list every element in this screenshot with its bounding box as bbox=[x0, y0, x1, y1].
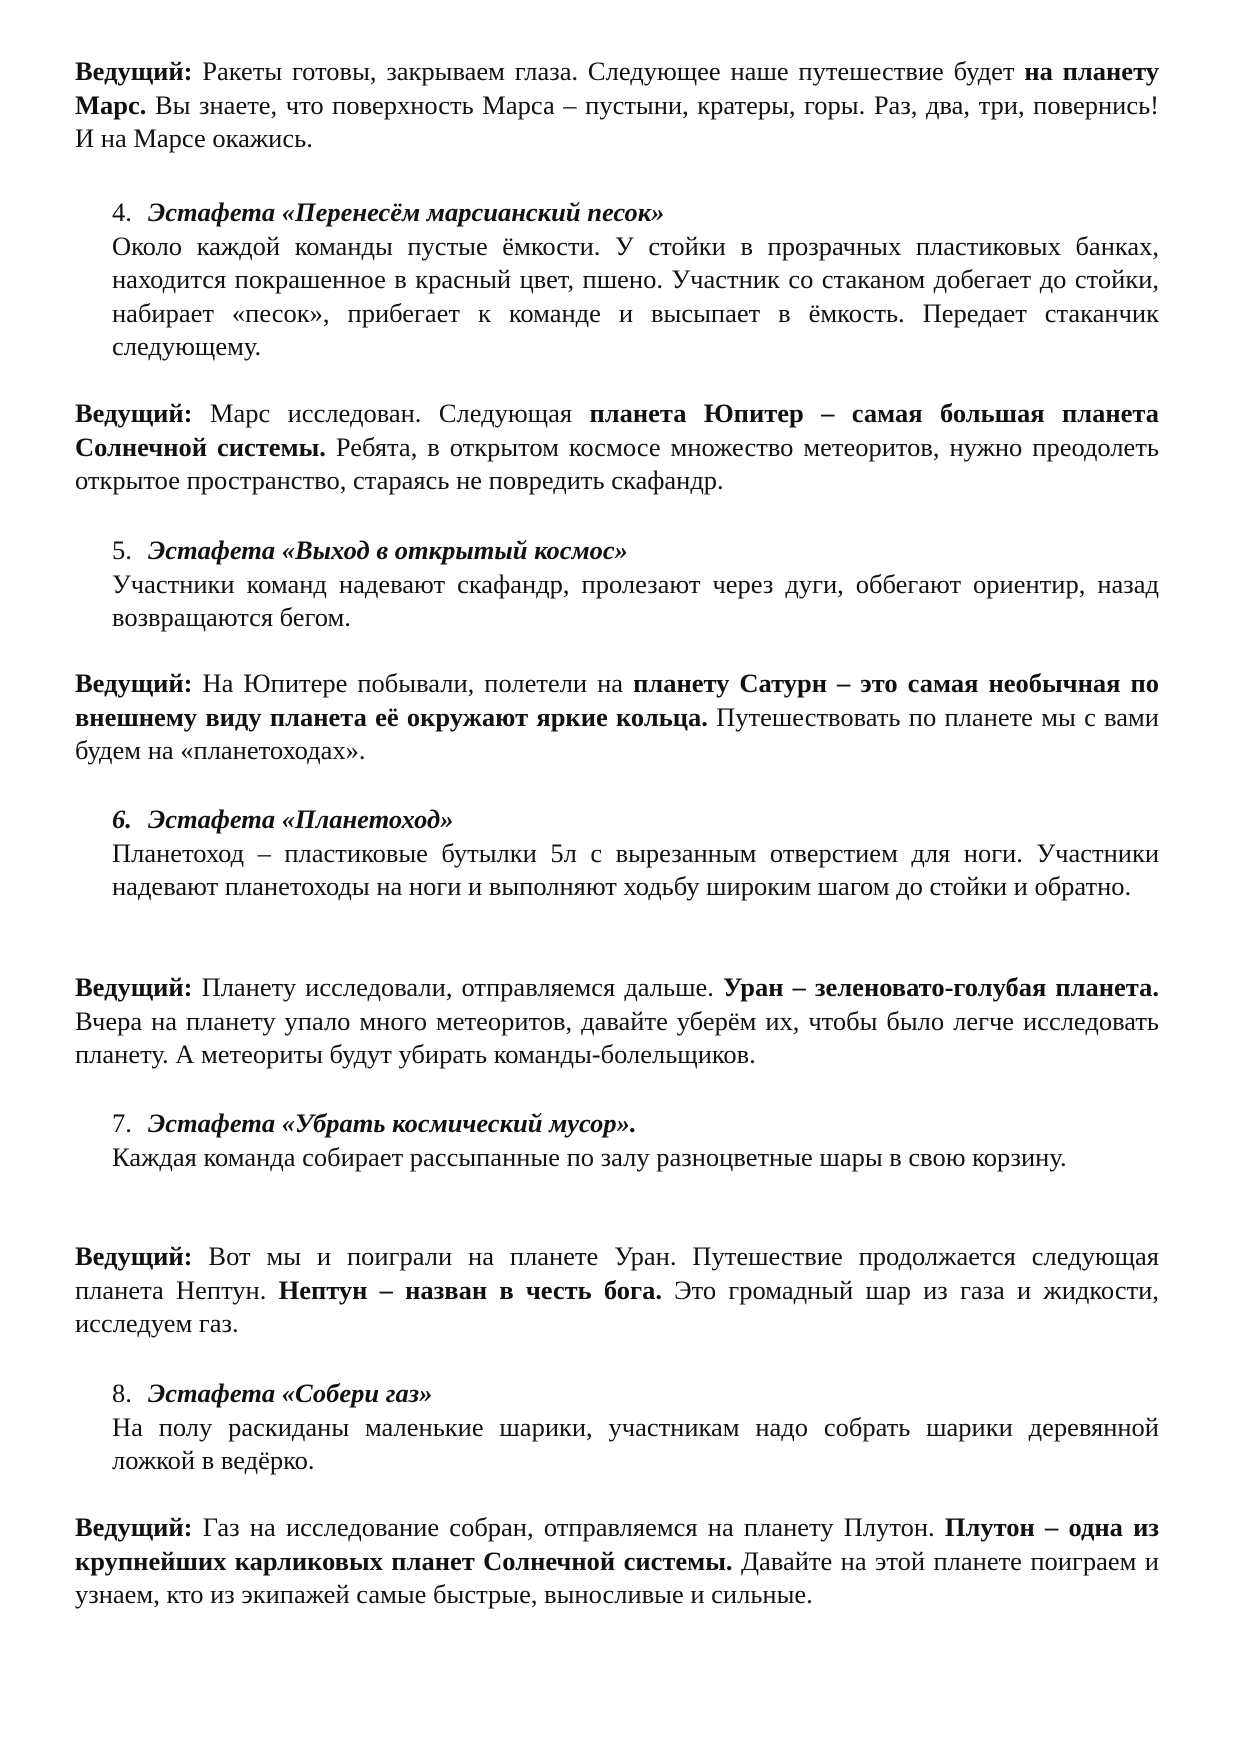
paragraph-bold: планета Юпитер – самая большая планета Солнечной системы. bbox=[75, 398, 1160, 462]
paragraph-bold: на планету Марс. bbox=[75, 56, 1159, 120]
host-paragraph bbox=[75, 397, 1159, 498]
host-paragraph bbox=[75, 971, 1159, 1072]
paragraph-text: Ракеты готовы, закрываем глаза. Следующее наше путешествие будет bbox=[202, 56, 1025, 86]
host-label: Ведущий: bbox=[75, 1512, 193, 1542]
relay-number: 8. bbox=[112, 1378, 132, 1408]
paragraph-text: На Юпитере побывали, полетели на bbox=[202, 668, 634, 698]
host-label: Ведущий: bbox=[75, 668, 193, 698]
paragraph-text: Вот мы и поиграли на планете Уран. Путешествие продолжается следующая планета Нептун. bbox=[75, 1241, 1159, 1305]
paragraph-text: Газ на исследование собран, отправляемся на планету Плутон. bbox=[202, 1512, 945, 1542]
host-label: Ведущий: bbox=[75, 972, 193, 1002]
relay-section bbox=[112, 803, 1159, 904]
relay-number: 5. bbox=[112, 535, 132, 565]
paragraph-bold: Плутон – одна из крупнейших карликовых планет Солнечной системы. bbox=[75, 1512, 1159, 1576]
relay-title bbox=[112, 534, 1159, 568]
host-label: Ведущий: bbox=[75, 398, 193, 428]
relay-body: Каждая команда собирает рассыпанные по залу разноцветные шары в свою корзину. bbox=[112, 1141, 1067, 1172]
relay-section bbox=[112, 1107, 1159, 1174]
relay-section bbox=[112, 534, 1159, 635]
relay-title-text: Эстафета «Планетоход» bbox=[148, 804, 454, 834]
paragraph-bold: Нептун – назван в честь бога. bbox=[278, 1274, 662, 1305]
host-paragraph bbox=[75, 667, 1159, 768]
paragraph-text: Вы знаете, что поверхность Марса – пустыни, кратеры, горы. Раз, два, три, повернись! И на Марсе окажись. bbox=[75, 89, 1159, 153]
relay-title-text: Эстафета «Убрать космический мусор». bbox=[148, 1108, 637, 1138]
relay-title bbox=[112, 1377, 1159, 1411]
paragraph-bold: планету Сатурн – это самая необычная по внешнему виду планета её окружают яркие кольца. bbox=[75, 668, 1160, 732]
paragraph-text: Это громадный шар из газа и жидкости, исследуем газ. bbox=[75, 1274, 1159, 1338]
paragraph-text: Давайте на этой планете поиграем и узнаем, кто из экипажей самые быстрые, выносливые и сильные. bbox=[75, 1545, 1159, 1609]
relay-title bbox=[112, 1107, 1159, 1141]
relay-body: Участники команд надевают скафандр, пролезают через дуги, оббегают ориентир, назад возвращаются бегом. bbox=[112, 568, 1159, 632]
relay-body: На полу раскиданы маленькие шарики, участникам надо собрать шарики деревянной ложкой в ведёрко. bbox=[112, 1411, 1159, 1475]
paragraph-text: Путешествовать по планете мы с вами будем на «планетоходах». bbox=[75, 701, 1159, 765]
paragraph-text: Марс исследован. Следующая bbox=[209, 398, 590, 428]
paragraph-bold: Уран – зеленовато-голубая планета. bbox=[722, 972, 1160, 1002]
host-label: Ведущий: bbox=[75, 1241, 193, 1271]
host-label: Ведущий: bbox=[75, 56, 193, 86]
host-paragraph bbox=[75, 1511, 1159, 1612]
relay-section bbox=[112, 1377, 1159, 1478]
relay-title bbox=[112, 803, 1159, 837]
relay-number: 4. bbox=[112, 197, 132, 227]
host-paragraph bbox=[75, 1240, 1159, 1341]
relay-number: 7. bbox=[112, 1108, 132, 1138]
relay-body: Планетоход – пластиковые бутылки 5л с вырезанным отверстием для ноги. Участники надевают планетоходы на ноги и выполняют ходьбу широким шагом до стойки и обратно. bbox=[112, 837, 1159, 901]
relay-section bbox=[112, 196, 1159, 364]
paragraph-text: Ребята, в открытом космосе множество метеоритов, нужно преодолеть открытое пространство, стараясь не повредить скафандр. bbox=[75, 431, 1159, 495]
host-paragraph bbox=[75, 55, 1159, 156]
relay-body: Около каждой команды пустые ёмкости. У стойки в прозрачных пластиковых банках, находится покрашенное в красный цвет, пшено. Участник со стаканом добегает до стойки, набирает «песок», прибегает к команде и высыпает в ёмкость. Передает стаканчик следующему. bbox=[112, 230, 1159, 361]
relay-number: 6. bbox=[112, 804, 132, 834]
paragraph-text: Планету исследовали, отправляемся дальше. bbox=[201, 972, 723, 1002]
relay-title-text: Эстафета «Собери газ» bbox=[148, 1378, 433, 1408]
relay-title-text: Эстафета «Перенесём марсианский песок» bbox=[148, 197, 665, 227]
relay-title bbox=[112, 196, 1159, 230]
relay-title-text: Эстафета «Выход в открытый космос» bbox=[148, 535, 628, 565]
paragraph-text: Вчера на планету упало много метеоритов, давайте уберём их, чтобы было легче исследовать планету. А метеориты будут убирать команды-болельщиков. bbox=[75, 1005, 1159, 1069]
